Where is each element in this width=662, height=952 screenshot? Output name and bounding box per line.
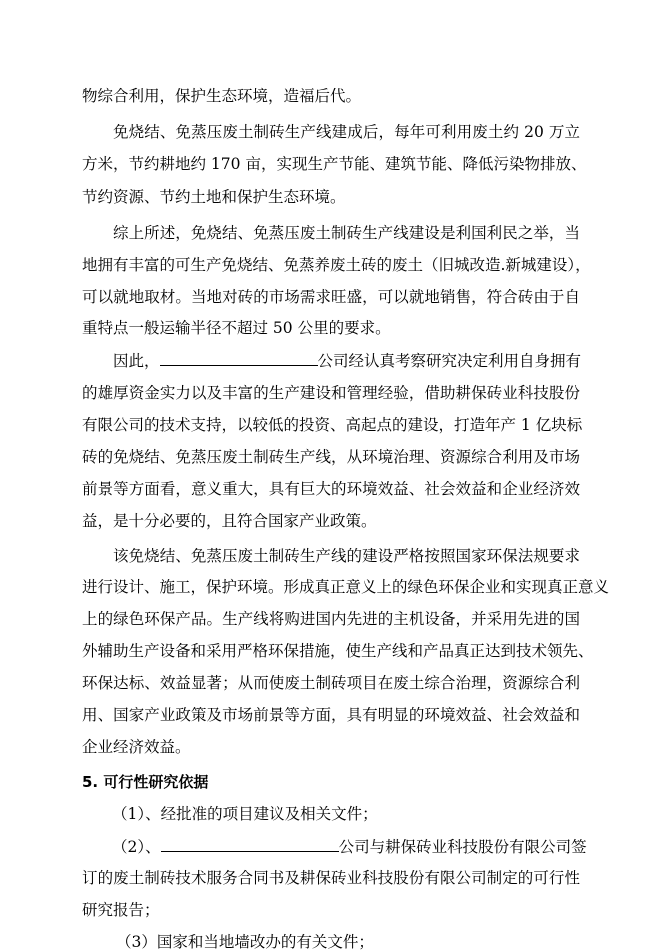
paragraph-line: 订的废土制砖技术服务合同书及耕保砖业科技股份有限公司制定的可行性 xyxy=(82,869,580,887)
paragraph-line: 物综合利用，保护生态环境，造福后代。 xyxy=(82,87,362,105)
paragraph-line: 的雄厚资金实力以及丰富的生产建设和管理经验，借助耕保砖业科技股份 xyxy=(82,384,580,402)
paragraph-line: 综上所述，免烧结、免蒸压废土制砖生产线建设是利国利民之举，当 xyxy=(113,224,580,242)
paragraph-line: 进行设计、施工，保护环境。形成真正意义上的绿色环保企业和实现真正意义 xyxy=(82,578,610,596)
paragraph-line: 重特点一般运输半径不超过 50 公里的要求。 xyxy=(82,319,391,337)
therefore-line xyxy=(113,350,581,371)
therefore-rest: 公司经认真考察研究决定利用自身拥有 xyxy=(317,352,582,370)
paragraph-line: 用、国家产业政策及市场前景等方面，具有明显的环境效益、社会效益和 xyxy=(82,706,580,724)
paragraph-line: 研究报告； xyxy=(82,901,160,919)
paragraph-line: 方米，节约耕地约 170 亩，实现生产节能、建筑节能、降低污染物排放、 xyxy=(82,155,587,173)
paragraph-line: 可以就地取材。当地对砖的市场需求旺盛，可以就地销售，符合砖由于自 xyxy=(82,288,580,306)
paragraph-line: 外辅助生产设备和采用严格环保措施，使生产线和产品真正达到技术领先、 xyxy=(82,642,594,660)
paragraph-line: 有限公司的技术支持，以较低的投资、高起点的建设，打造年产 1 亿块标 xyxy=(82,416,583,434)
paragraph-line: 砖的免烧结、免蒸压废土制砖生产线，从环境治理、资源综合利用及市场 xyxy=(82,448,580,466)
basis-item: （1）、经批准的项目建议及相关文件； xyxy=(112,805,378,823)
paragraph-line: 免烧结、免蒸压废土制砖生产线建成后，每年可利用废土约 20 万立 xyxy=(113,123,580,141)
basis-item: （3）国家和当地墙改办的有关文件； xyxy=(116,933,374,951)
company-name-blank xyxy=(160,350,318,366)
paragraph-line: 地拥有丰富的可生产免烧结、免蒸养废土砖的废土（旧城改造.新城建设）， xyxy=(82,256,591,274)
therefore-prefix: 因此， xyxy=(113,352,160,370)
paragraph-line: 前景等方面看，意义重大，具有巨大的环境效益、社会效益和企业经济效 xyxy=(82,480,580,498)
paragraph-line: 该免烧结、免蒸压废土制砖生产线的建设严格按照国家环保法规要求 xyxy=(113,547,580,565)
paragraph-line: 企业经济效益。 xyxy=(82,738,191,756)
company-name-blank xyxy=(161,836,339,852)
paragraph-line: 环保达标、效益显著；从而使废土制砖项目在废土综合治理，资源综合利 xyxy=(82,674,580,692)
paragraph-line: 节约资源、节约土地和保护生态环境。 xyxy=(82,188,346,206)
paragraph-line: 上的绿色环保产品。生产线将购进国内先进的主机设备，并采用先进的国 xyxy=(82,610,580,628)
section-heading: 5. 可行性研究依据 xyxy=(82,773,209,791)
basis-item-number: （2）、 xyxy=(112,838,161,856)
basis-item-text: 公司与耕保砖业科技股份有限公司签 xyxy=(338,838,587,856)
paragraph-line: 益，是十分必要的，且符合国家产业政策。 xyxy=(82,512,377,530)
basis-item-line xyxy=(112,836,587,857)
